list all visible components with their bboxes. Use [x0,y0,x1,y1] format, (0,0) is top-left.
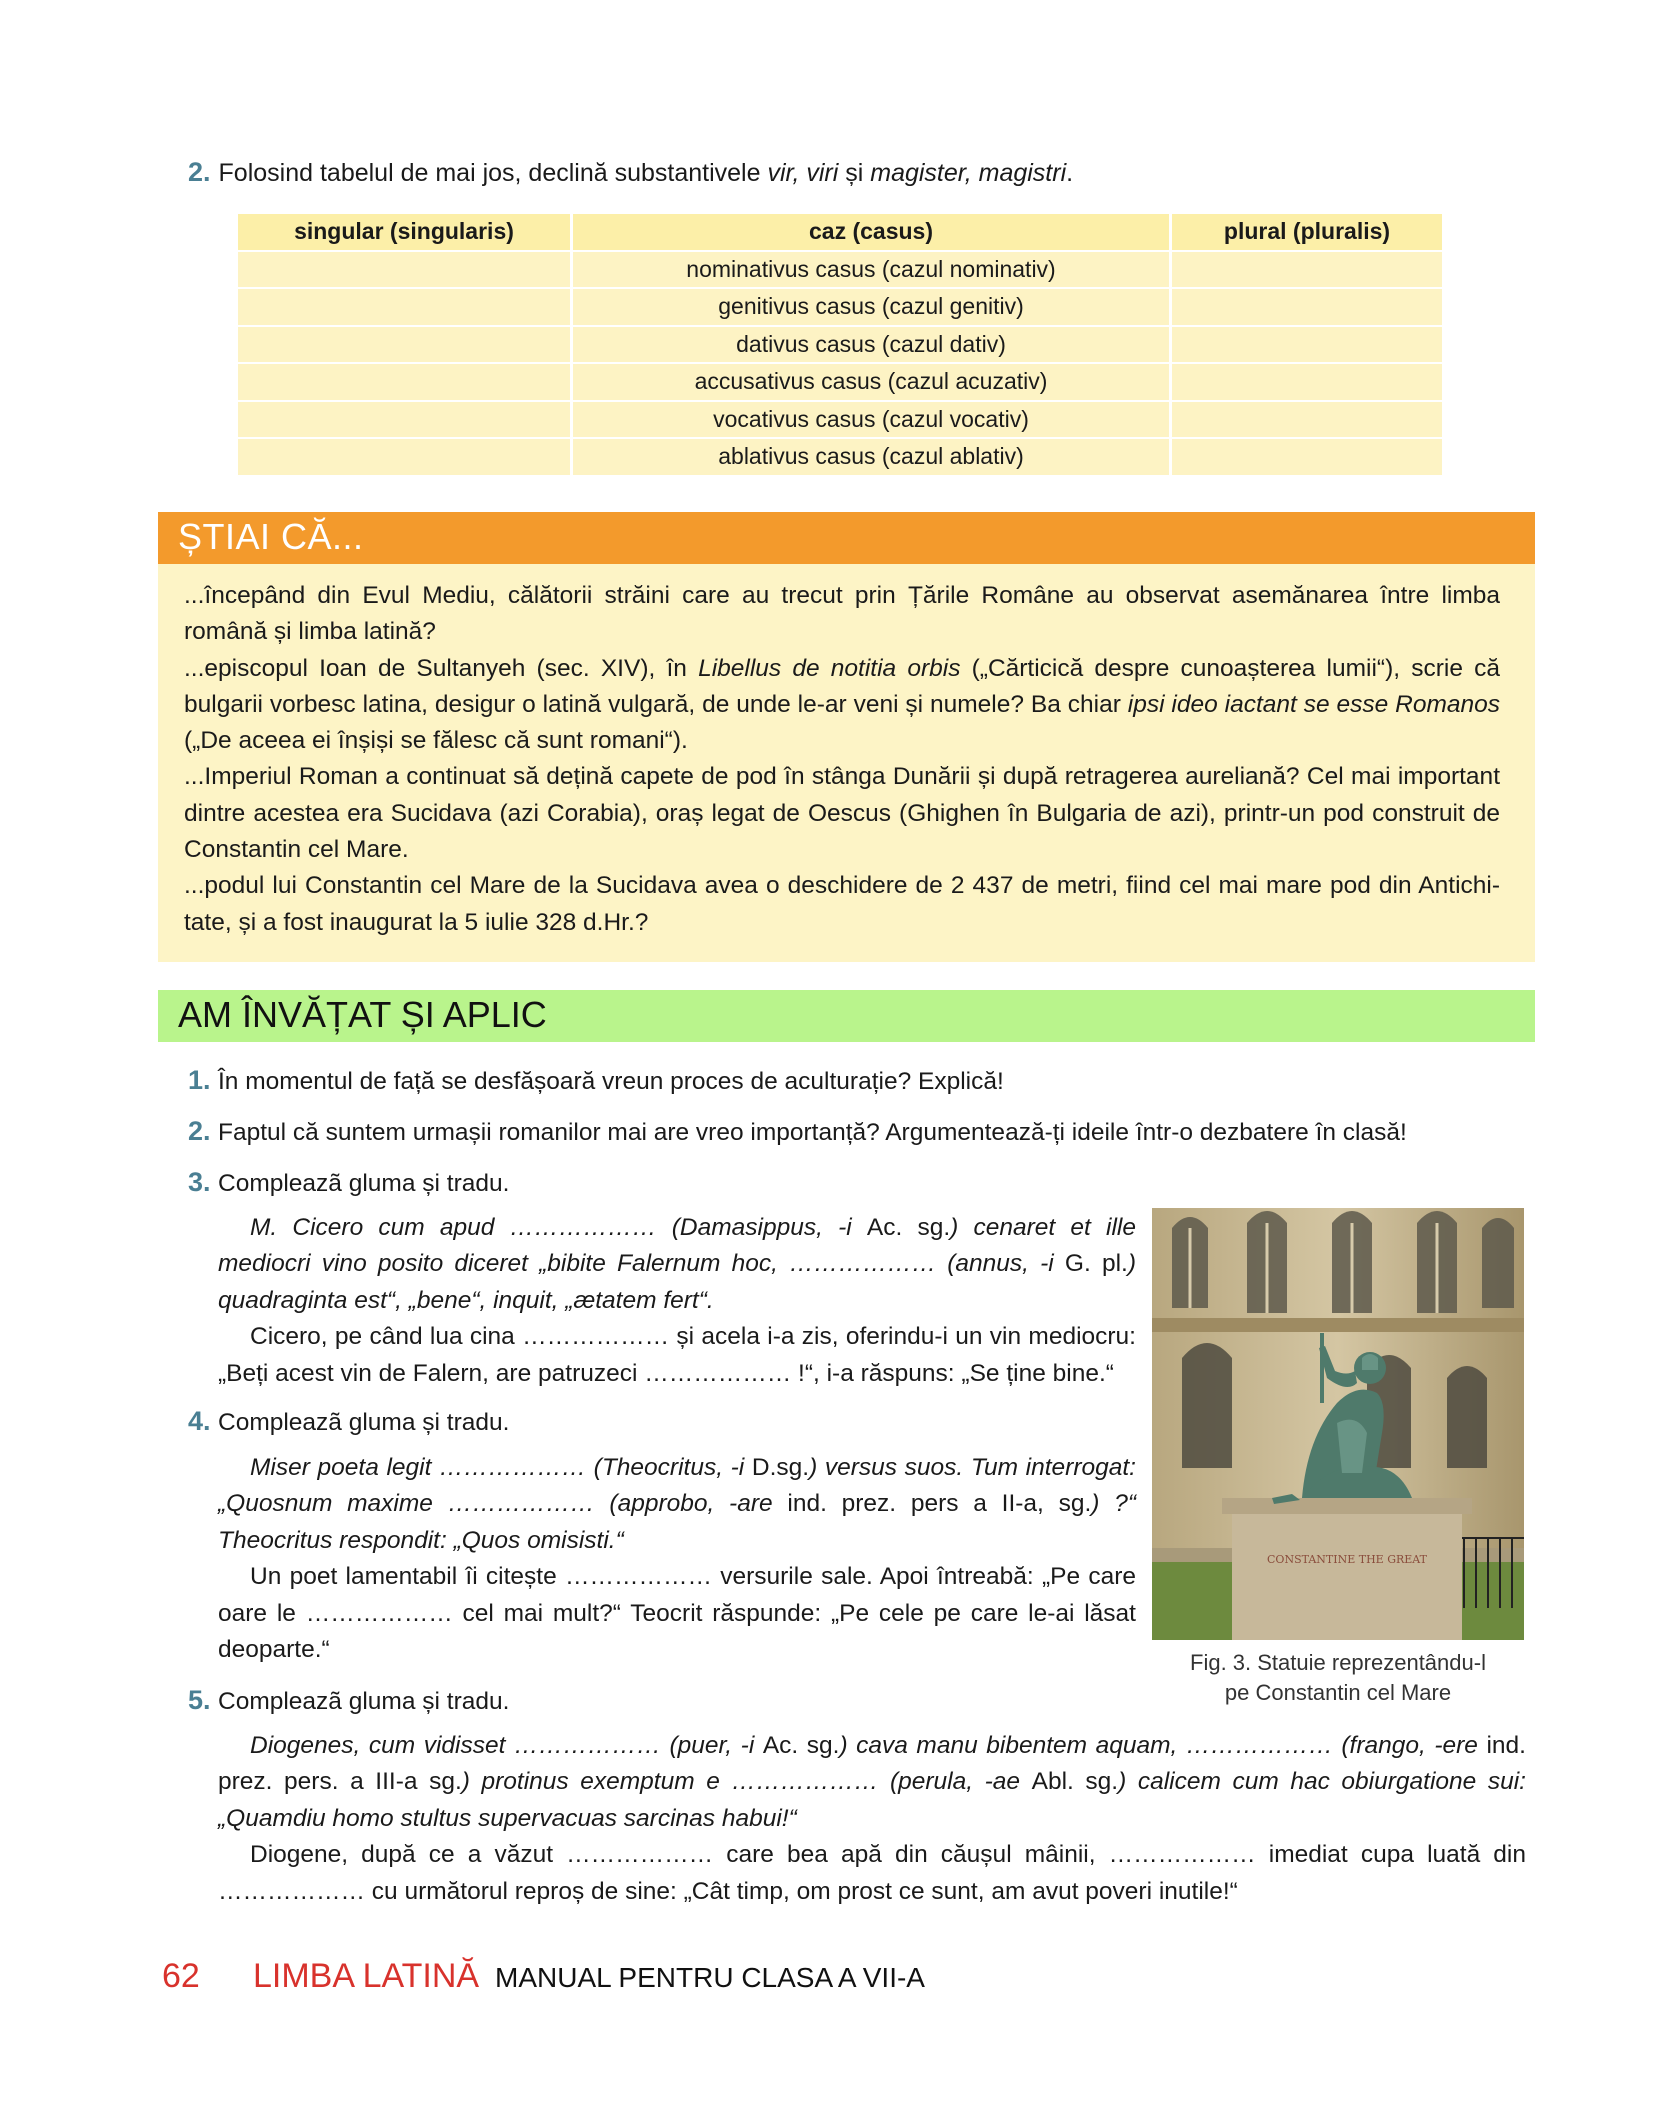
book-subtitle: MANUAL PENTRU CLASA A VII-A [495,1962,925,1993]
header-plural: plural (pluralis) [1172,214,1442,252]
header-case: caz (casus) [573,214,1169,252]
declension-table [235,214,1445,477]
latin-text: Miser poeta legit ……………… (Theocritus, -i D.sg.) versus suos. Tum interrogat: „Quosnum maxime ……………… (approbo, -are ind. prez. pers a II-a, sg.) ?“ Theocritus respondit: „Quos omisisti.“ [218,1454,1136,1554]
figure-caption: Fig. 3. Statuie reprezentându-l pe Constantin cel Mare [1190,1650,1486,1705]
case-cell: ablativus casus (cazul ablativ) [573,439,1169,477]
table-row [238,289,1442,327]
statue-photo [1152,1208,1524,1640]
case-cell: accusativus casus (cazul acuzativ) [573,364,1169,402]
singular-cell[interactable] [238,364,570,402]
joke-5 [218,1728,1526,1910]
question-4: 4. Compleazã gluma și tradu. [188,1403,1528,1441]
table-row [238,402,1442,440]
table-row [238,439,1442,477]
question-number: 3. [188,1167,211,1197]
statue-illustration [1152,1208,1524,1640]
singular-cell[interactable] [238,327,570,365]
question-2: 2. Faptul că suntem urmașii romanilor mai are vreo importanță? Argumentează-ți ideile într-o dezbatere în clasă! [188,1113,1528,1151]
exercise-2: 2. Folosind tabelul de mai jos, declină substantivele vir, viri și magister, magistri. [188,157,1074,187]
book-title: LIMBA LATINĂ [253,1957,480,1995]
question-1: 1. În momentul de față se desfășoară vreun proces de aculturație? Explică! [188,1062,1528,1100]
singular-cell[interactable] [238,439,570,477]
question-5: 5. Compleazã gluma și tradu. [188,1682,1528,1720]
plural-cell[interactable] [1172,327,1442,365]
joke-4 [218,1450,1136,1668]
plinth-inscription: CONSTANTINE THE GREAT [1267,1553,1427,1566]
stiai-paragraph: ...Imperiul Roman a continuat să dețină capete de pod în stânga Dunării și după retragerea aureliană? Cel mai important dintre acestea era Sucidava (azi Corabia), oraș legat de Oescus (Ghighen în Bulgaria de azi), printr-un pod construit de Constantin cel Mare. [184,763,1500,864]
singular-cell[interactable] [238,402,570,440]
question-number: 4. [188,1406,211,1436]
question-number: 2. [188,1116,211,1146]
question-number: 1. [188,1065,211,1095]
header-singular: singular (singularis) [238,214,570,252]
case-cell: dativus casus (cazul dativ) [573,327,1169,365]
stiai-paragraph: ...începând din Evul Mediu, călătorii străini care au trecut prin Țările Române au observat asemănarea între limba română și limba latină? [184,582,1500,646]
table-header-row [238,214,1442,252]
table-row [238,364,1442,402]
stiai-paragraph: ...episcopul Ioan de Sultanyeh (sec. XIV), în Libellus de notitia orbis („Cărticică despre cunoașterea lumii“), scrie că bulgarii vorbesc latina, desigur o latină vulgară, de unde le-ar veni și numele? Ba chiar ipsi ideo iactant se esse Romanos („De aceea ei înșiși se fălesc că sunt romani“). [184,654,1500,755]
stiai-title: ȘTIAI CĂ... [178,516,364,557]
question-number: 5. [188,1685,211,1715]
plural-cell[interactable] [1172,364,1442,402]
singular-cell[interactable] [238,289,570,327]
table-row [238,327,1442,365]
stiai-paragraph: ...podul lui Constantin cel Mare de la Sucidava avea o deschidere de 2 437 de metri, fiind cel mai mare pod din Antichitate, și a fost inaugurat la 5 iulie 328 d.Hr.? [184,872,1500,936]
romanian-text: Diogene, după ce a văzut ……………… care bea apă din căușul mâinii, ……………… imediat cupa luată din ……………… cu următorul reproș de sine: „Cât timp, om prost ce sunt, am avut poveri inutile!“ [218,1841,1526,1905]
romanian-text: Cicero, pe când lua cina ……………… și acela i-a zis, oferindu-i un vin mediocru: „Beți acest vin de Falern, are patruzeci ……………… !“, i-a răspuns: „Se ține bine.“ [218,1323,1136,1387]
joke-3 [218,1210,1136,1392]
stiai-text [184,578,1500,941]
stiai-header-bar [158,512,1535,564]
latin-text: Diogenes, cum vidisset ……………… (puer, -i Ac. sg.) cava manu bibentem aquam, ……………… (frango, -ere ind. prez. pers. a III-a sg.) protinus exemptum e ……………… (perula, -ae Abl. sg.) calicem cum hac obiurgatione sui: „Quamdiu homo stultus supervacuas sarcinas habui!“ [218,1732,1526,1832]
exercise-number: 2. [188,157,211,187]
romanian-text: Un poet lamentabil îi citește ……………… versurile sale. Apoi întreabă: „Pe care oare le ……………… cel mai mult?“ Teocrit răspunde: „Pe cele pe care le-ai lăsat deoparte.“ [218,1563,1136,1664]
case-cell: nominativus casus (cazul nominativ) [573,252,1169,290]
aplic-title: AM ÎNVĂȚAT ȘI APLIC [178,994,547,1035]
plural-cell[interactable] [1172,439,1442,477]
singular-cell[interactable] [238,252,570,290]
latin-text: M. Cicero cum apud ……………… (Damasippus, -i Ac. sg.) cenaret et ille mediocri vino posito diceret „bibite Falernum hoc, ……………… (annus, -i G. pl.) quadraginta est“, „bene“, inquit, „ætatem fert“. [218,1214,1136,1314]
table-row [238,252,1442,290]
question-3: 3. Compleazã gluma și tradu. [188,1164,1528,1202]
case-cell: genitivus casus (cazul genitiv) [573,289,1169,327]
page-number: 62 [162,1957,200,1995]
plural-cell[interactable] [1172,402,1442,440]
plural-cell[interactable] [1172,289,1442,327]
case-cell: vocativus casus (cazul vocativ) [573,402,1169,440]
plural-cell[interactable] [1172,252,1442,290]
